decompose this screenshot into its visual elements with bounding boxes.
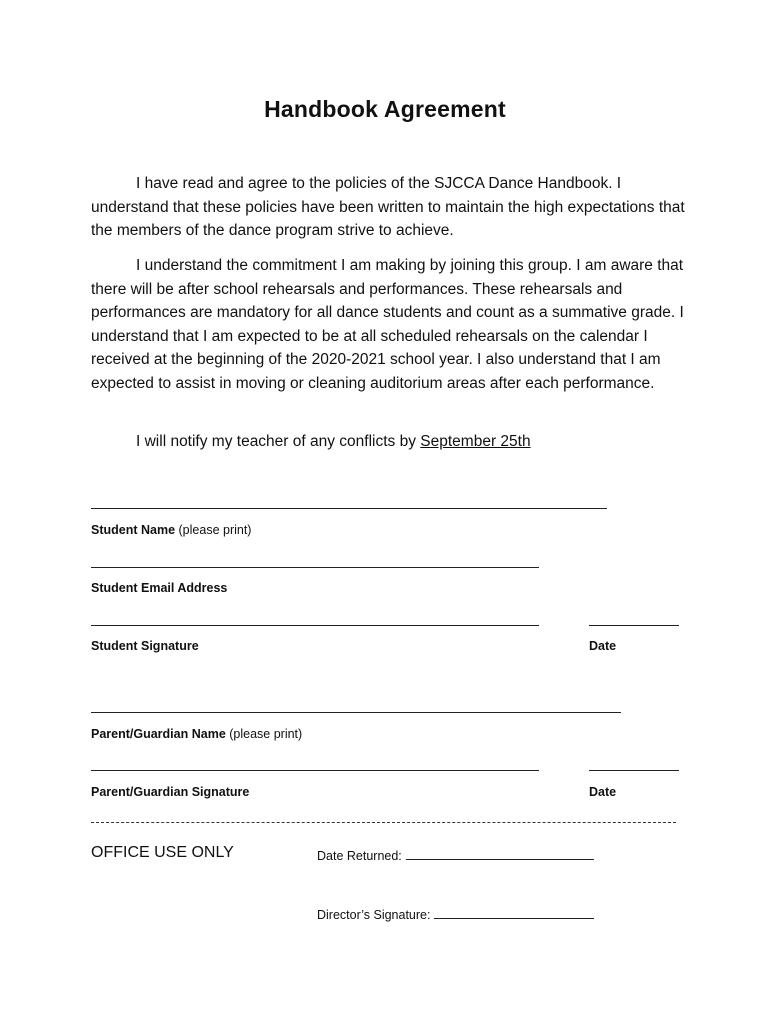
office-use-title: OFFICE USE ONLY <box>91 844 234 861</box>
date-returned-label: Date Returned: <box>317 849 402 863</box>
student-date-line[interactable] <box>589 625 679 626</box>
document-title: Handbook Agreement <box>264 96 506 122</box>
student-name-line[interactable] <box>91 508 607 509</box>
parent-signature-line[interactable] <box>91 770 539 771</box>
parent-signature-label: Parent/Guardian Signature <box>91 785 250 799</box>
parent-name-line[interactable] <box>91 712 621 713</box>
director-signature-label: Director’s Signature: <box>317 908 431 922</box>
student-email-label: Student Email Address <box>91 581 228 595</box>
paragraph-text: I have read and agree to the policies of the SJCCA Dance Handbook. I understand that these policies have been written to maintain the high expectations that the members of the dance program strive to achieve. <box>91 175 685 239</box>
date-returned-line[interactable] <box>406 847 594 860</box>
student-date-label: Date <box>589 639 617 653</box>
parent-name-label: Parent/Guardian Name (please print) <box>91 727 303 741</box>
paragraph-text: I understand the commitment I am making by joining this group. I am aware that there will be after school rehearsals and performances. These rehearsals and performances are mandatory for all dance students and count as a summative grade. I understand that I am expected to be at all scheduled rehearsals on the calendar I received at the beginning of the 2020-2021 school year. I also understand that I am expected to assist in moving or cleaning auditorium areas after each performance. <box>91 257 684 392</box>
office-divider <box>91 822 676 823</box>
student-signature-label: Student Signature <box>91 639 199 653</box>
agreement-paragraph-2 <box>91 254 691 395</box>
agreement-paragraph-1 <box>91 172 691 243</box>
director-signature-field <box>317 906 594 922</box>
student-name-label: Student Name (please print) <box>91 523 252 537</box>
notify-deadline: September 25th <box>420 433 531 450</box>
date-returned-field <box>317 847 594 863</box>
parent-date-label: Date <box>589 785 617 799</box>
student-signature-line[interactable] <box>91 625 539 626</box>
notify-text: I will notify my teacher of any conflicts by <box>136 433 421 450</box>
parent-date-line[interactable] <box>589 770 679 771</box>
student-email-line[interactable] <box>91 567 539 568</box>
director-signature-line[interactable] <box>434 906 594 919</box>
notify-statement <box>91 430 691 454</box>
agreement-paragraph-3 <box>91 430 691 454</box>
